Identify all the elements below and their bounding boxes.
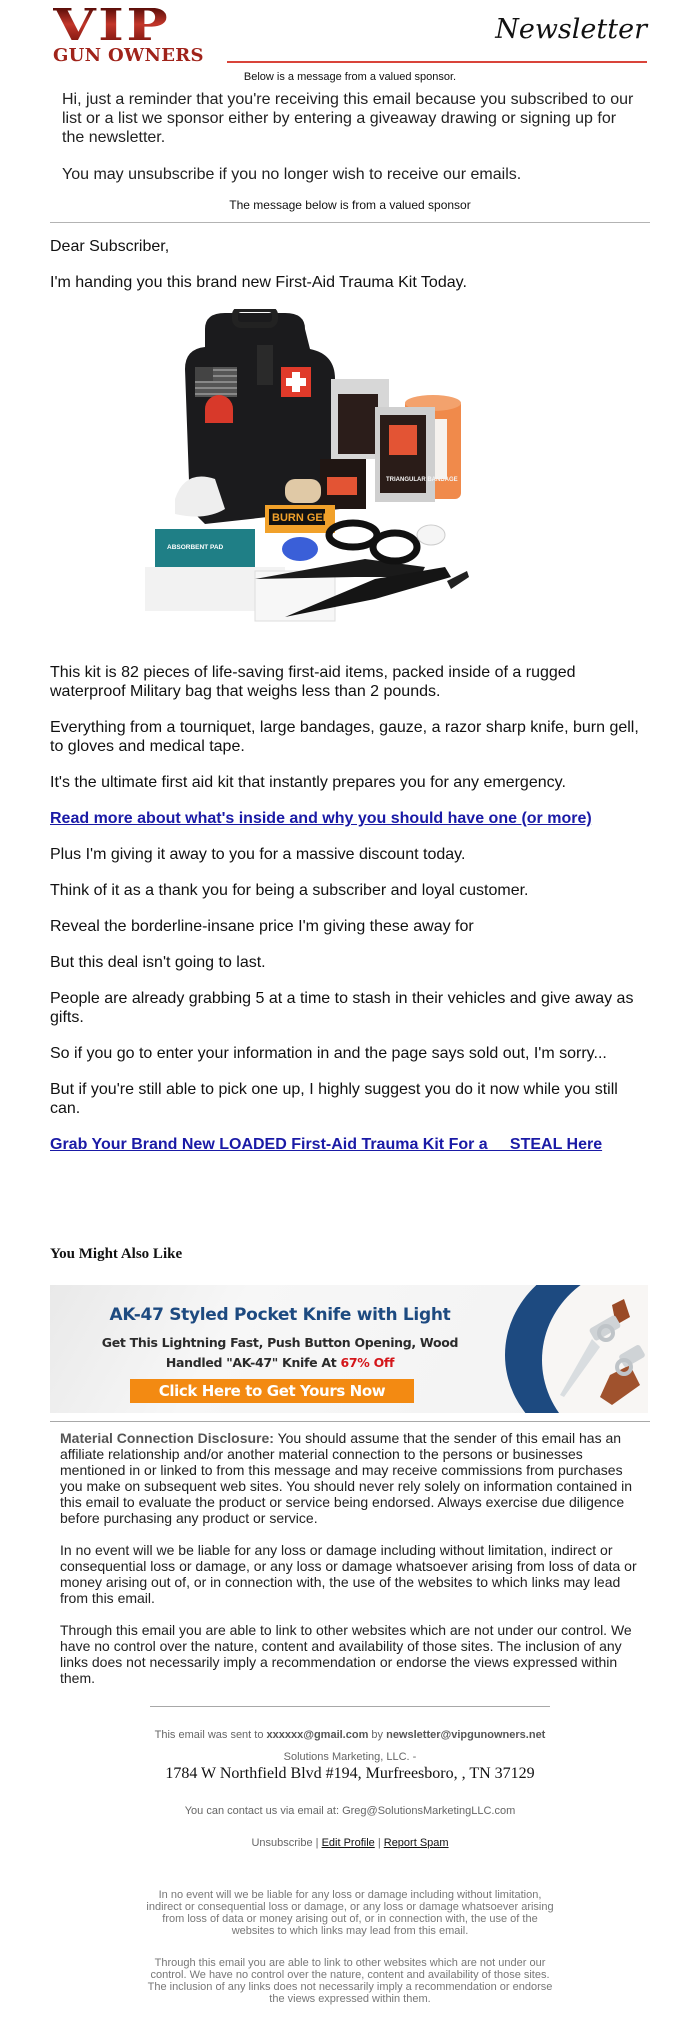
- newsletter-header: [0, 0, 700, 66]
- company-name: Solutions Marketing, LLC. -: [283, 1751, 417, 1763]
- footer-external-links-text: Through this email you are able to link to other websites which are not under our control. We have no control over the nature, content and availability of those sites. The inclusion of any links does not necessarily imply a recommendation or endorse the views expressed within them.: [147, 1957, 553, 2005]
- logo-gun-owners-text: GUN OWNERS: [53, 45, 204, 66]
- you-might-also-like-heading: You Might Also Like: [50, 1246, 183, 1262]
- kit-description: This kit is 82 pieces of life-saving first-aid items, packed inside of a rugged waterproof Military bag that weighs less than 2 pounds.: [50, 664, 576, 700]
- footer-links: [0, 1837, 700, 1849]
- disclosure-text: You should assume that the sender of this email has an affiliate relationship and/or another material connection to the persons or businesses mentioned in or linked to from this message and may receive commissions from purchases you make on subsequent web sites. You should never rely solely on information contained in this email to evaluate the product or service being endorsed. Always exercise due diligence before purchasing any product or service.: [60, 1430, 633, 1526]
- newsletter-title: Newsletter: [495, 14, 647, 45]
- company-address: 1784 W Northfield Blvd #194, Murfreesboro, , TN 37129: [165, 1765, 535, 1782]
- greeting: Dear Subscriber,: [50, 238, 170, 255]
- external-links-text: Through this email you are able to link to other websites which are not under our control. We have no control over the nature, content and availability of those sites. The inclusion of any links does not necessarily imply a recommendation or endorse the views expressed within them.: [60, 1622, 632, 1686]
- svg-text:TRIANGULAR BANDAGE: TRIANGULAR BANDAGE: [386, 477, 458, 483]
- subscription-reminder: [0, 90, 700, 184]
- sponsor-notice-top: Below is a message from a valued sponsor.: [243, 71, 457, 83]
- thank-you-text: Think of it as a thank you for being a subscriber and loyal customer.: [50, 882, 529, 899]
- popularity-text: People are already grabbing 5 at a time to stash in their vehicles and give away as gifts.: [50, 990, 634, 1026]
- price-reveal-text: Reveal the borderline-insane price I'm giving these away for: [50, 918, 474, 935]
- trauma-kit-illustration: [135, 309, 475, 631]
- read-more-link[interactable]: Read more about what's inside and why you should have one (or more): [50, 810, 592, 827]
- banner-subtext: [50, 1333, 510, 1373]
- banner-subtext-line1: Get This Lightning Fast, Push Button Opening, Wood: [101, 1335, 459, 1350]
- divider: [50, 1421, 650, 1422]
- reminder-text: Hi, just a reminder that you're receiving this email because you subscribed to our list or a list we sponsor either by entering a giveaway drawing or signing up for the newsletter.: [62, 91, 634, 146]
- edit-profile-link[interactable]: Edit Profile: [321, 1837, 375, 1849]
- banner-cta-button[interactable]: Click Here to Get Yours Now: [130, 1379, 414, 1403]
- sender-email: newsletter@vipgunowners.net: [386, 1729, 546, 1741]
- intro-text: I'm handing you this brand new First-Aid Trauma Kit Today.: [50, 274, 467, 291]
- vip-gun-owners-logo[interactable]: [53, 0, 231, 66]
- material-connection-disclosure: [0, 1430, 700, 1686]
- liability-text: In no event will we be liable for any loss or damage including without limitation, indirect or consequential loss or damage, or any loss or damage whatsoever arising from loss of data or money arising out of, or in connection with, the use of the websites to which links may lead from this email.: [60, 1542, 637, 1606]
- recipient-email: xxxxxx@gmail.com: [266, 1729, 369, 1741]
- link-separator: |: [374, 1837, 384, 1849]
- banner-discount: 67% Off: [340, 1355, 395, 1370]
- contact-email: You can contact us via email at: Greg@SolutionsMarketingLLC.com: [184, 1805, 516, 1817]
- header-divider: [227, 61, 647, 63]
- footer-liability-text: In no event will we be liable for any loss or damage including without limitation, indirect or consequential loss or damage, or any loss or damage whatsoever arising from loss of data or money arising out of, or in connection with, the use of the websites to which links may lead from this email.: [146, 1889, 554, 1937]
- ak47-knife-banner-ad[interactable]: [50, 1285, 648, 1413]
- kit-contents: Everything from a tourniquet, large bandages, gauze, a razor sharp knife, burn gell, to gloves and medical tape.: [50, 719, 639, 755]
- report-spam-link[interactable]: Report Spam: [383, 1837, 449, 1849]
- disclosure-label: Material Connection Disclosure:: [60, 1430, 274, 1446]
- sent-by: by: [368, 1729, 387, 1741]
- banner-subtext-line2: Handled "AK-47" Knife At: [165, 1355, 341, 1370]
- kit-summary: It's the ultimate first aid kit that instantly prepares you for any emergency.: [50, 774, 566, 791]
- svg-text:ABSORBENT PAD: ABSORBENT PAD: [167, 544, 224, 551]
- discount-text: Plus I'm giving it away to you for a massive discount today.: [50, 846, 466, 863]
- pocket-knife-image: [550, 1295, 648, 1410]
- email-body: [0, 237, 700, 1154]
- link-separator: |: [312, 1837, 322, 1849]
- sent-to-line: [0, 1729, 700, 1741]
- banner-headline: AK-47 Styled Pocket Knife with Light: [109, 1305, 451, 1325]
- unsubscribe-link[interactable]: Unsubscribe: [251, 1837, 313, 1849]
- deal-warning-text: But this deal isn't going to last.: [50, 954, 266, 971]
- footer-divider: [150, 1706, 550, 1707]
- trauma-kit-product-image[interactable]: [135, 309, 475, 631]
- divider: [50, 222, 650, 223]
- logo-vip-text: VIP: [53, 8, 276, 44]
- urgency-text: But if you're still able to pick one up, I highly suggest you do it now while you still can.: [50, 1081, 618, 1117]
- sent-prefix: This email was sent to: [154, 1729, 267, 1741]
- svg-text:BURN GEL: BURN GEL: [272, 512, 330, 524]
- email-footer: [0, 1729, 700, 2019]
- unsubscribe-note: You may unsubscribe if you no longer wish to receive our emails.: [62, 166, 522, 183]
- grab-kit-link[interactable]: Grab Your Brand New LOADED First-Aid Trauma Kit For a STEAL Here: [50, 1136, 603, 1153]
- sold-out-text: So if you go to enter your information in and the page says sold out, I'm sorry...: [50, 1045, 607, 1062]
- sponsor-notice: The message below is from a valued sponsor: [229, 198, 471, 212]
